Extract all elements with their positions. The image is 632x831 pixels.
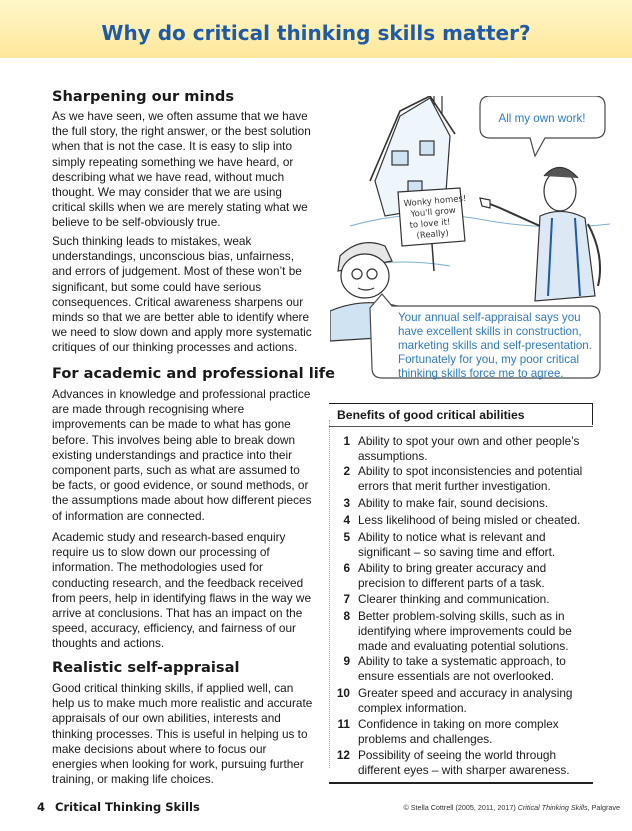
- copyright-line: [403, 803, 620, 812]
- section-heading-academic: For academic and professional life: [52, 365, 335, 382]
- benefit-text: Greater speed and accuracy in analysing complex information.: [358, 686, 573, 715]
- benefit-number: 4: [343, 513, 350, 527]
- benefit-number: 12: [336, 748, 350, 762]
- benefit-text: Ability to bring greater accuracy and precision to different parts of a task.: [358, 561, 547, 590]
- paragraph: Good critical thinking skills, if applied well, can help us to make much more realistic and accurate appraisals of our own abilities, interests and thinking processes. This is useful in helping us to make decisions about where to focus our energies when looking for work, pursuing further training, or making life choices.: [52, 681, 313, 787]
- footer-running-head: [37, 800, 200, 814]
- benefit-number: 10: [336, 686, 350, 700]
- section-heading-sharpening: Sharpening our minds: [52, 88, 235, 105]
- benefit-text: Confidence in taking on more complex problems and challenges.: [358, 717, 559, 746]
- benefit-number: 8: [343, 609, 350, 623]
- benefit-number: 7: [343, 592, 350, 606]
- copyright-title: Critical Thinking Skills: [517, 803, 588, 812]
- page-title: Why do critical thinking skills matter?: [101, 21, 531, 45]
- benefit-text: Clearer thinking and communication.: [358, 592, 550, 606]
- benefits-box-edge: [592, 403, 593, 425]
- sign-line: Wonky homes!: [403, 193, 467, 210]
- paragraph: Advances in knowledge and professional practice are made through recognising where improvements can be made to what has gone before. This involves being able to break down existing understandings and practice into their component parts, such as what are assumed to be facts, or good evidence, or sound methods, or the assumptions made about how different pieces of information are connected.: [52, 387, 312, 523]
- benefit-number: 1: [343, 434, 350, 448]
- bottom-speech-bubble: [370, 294, 600, 380]
- benefit-number: 5: [343, 530, 350, 544]
- benefit-number: 3: [343, 496, 350, 510]
- top-bubble-text: All my own work!: [498, 112, 586, 125]
- sign-board: [398, 188, 472, 271]
- benefit-number: 2: [343, 464, 350, 478]
- copyright-prefix: © Stella Cottrell (2005, 2011, 2017): [403, 803, 518, 812]
- benefit-text: Less likelihood of being misled or cheated.: [358, 513, 581, 527]
- benefit-number: 11: [337, 717, 350, 731]
- title-banner: [0, 0, 632, 58]
- salesman-drawing: [480, 167, 600, 301]
- sign-line: to love it!: [409, 217, 451, 231]
- benefit-text: Ability to take a systematic approach, to ensure essentials are not overlooked.: [358, 654, 566, 683]
- book-title: Critical Thinking Skills: [55, 800, 200, 814]
- sign-line: You'll grow: [410, 205, 457, 220]
- cartoon-illustration: [330, 96, 620, 386]
- bottom-bubble-line: marketing skills and self-presentation.: [398, 339, 592, 352]
- benefit-text: Ability to spot inconsistencies and potential errors that merit further investigation.: [358, 464, 583, 493]
- copyright-suffix: , Palgrave: [587, 803, 620, 812]
- bottom-bubble-line: Fortunately for you, my poor critical: [398, 353, 580, 366]
- benefits-title-divider: [329, 426, 593, 427]
- benefit-text: Possibility of seeing the world through different eyes – with sharper awareness.: [358, 748, 570, 777]
- page-number: 4: [37, 800, 46, 814]
- paragraph: As we have seen, we often assume that we have the full story, the right answer, or the best solution when that is not the case. It is easy to slip into simply repeating something we have heard, or describing what we have read, without much thought. We may consider that we are using critical skills when we are merely stating what we believe to be self-obviously true.: [52, 109, 311, 230]
- benefit-text: Ability to notice what is relevant and significant – so saving time and effort.: [358, 530, 556, 559]
- paragraph: Such thinking leads to mistakes, weak understandings, unconscious bias, unfairness, and errors of judgement. Most of these won’t be significant, but some could have serious consequences. Critical awareness sharpens our minds so that we are better able to identify where we need to slow down and apply more systematic critiques of our thinking processes and actions.: [52, 234, 312, 355]
- bottom-bubble-line: thinking skills force me to agree.: [398, 367, 564, 380]
- paragraph: Academic study and research-based enquiry require us to slow down our processing of information. The methodologies used for conducting research, and the feedback received from peers, help in identifying flaws in the way we arrive at conclusions. That has an impact on the speed, accuracy, efficiency, and fairness of our thoughts and actions.: [52, 530, 312, 651]
- benefits-box-dotted-edge: [329, 420, 330, 768]
- top-speech-bubble: [480, 96, 605, 156]
- bottom-bubble-line: Your annual self-appraisal says you: [398, 311, 581, 324]
- benefit-text: Ability to make fair, sound decisions.: [358, 496, 549, 510]
- benefit-text: Ability to spot your own and other people’s assumptions.: [358, 434, 580, 463]
- benefit-number: 9: [343, 654, 350, 668]
- benefit-text: Better problem-solving skills, such as in identifying where improvements could be made and evaluating potential solutions.: [358, 609, 572, 653]
- benefits-title: Benefits of good critical abilities: [337, 408, 525, 422]
- benefit-number: 6: [343, 561, 350, 575]
- section-heading-self-appraisal: Realistic self-appraisal: [52, 659, 240, 676]
- sign-line: (Really): [416, 228, 450, 242]
- bottom-bubble-line: have excellent skills in construction,: [398, 325, 582, 338]
